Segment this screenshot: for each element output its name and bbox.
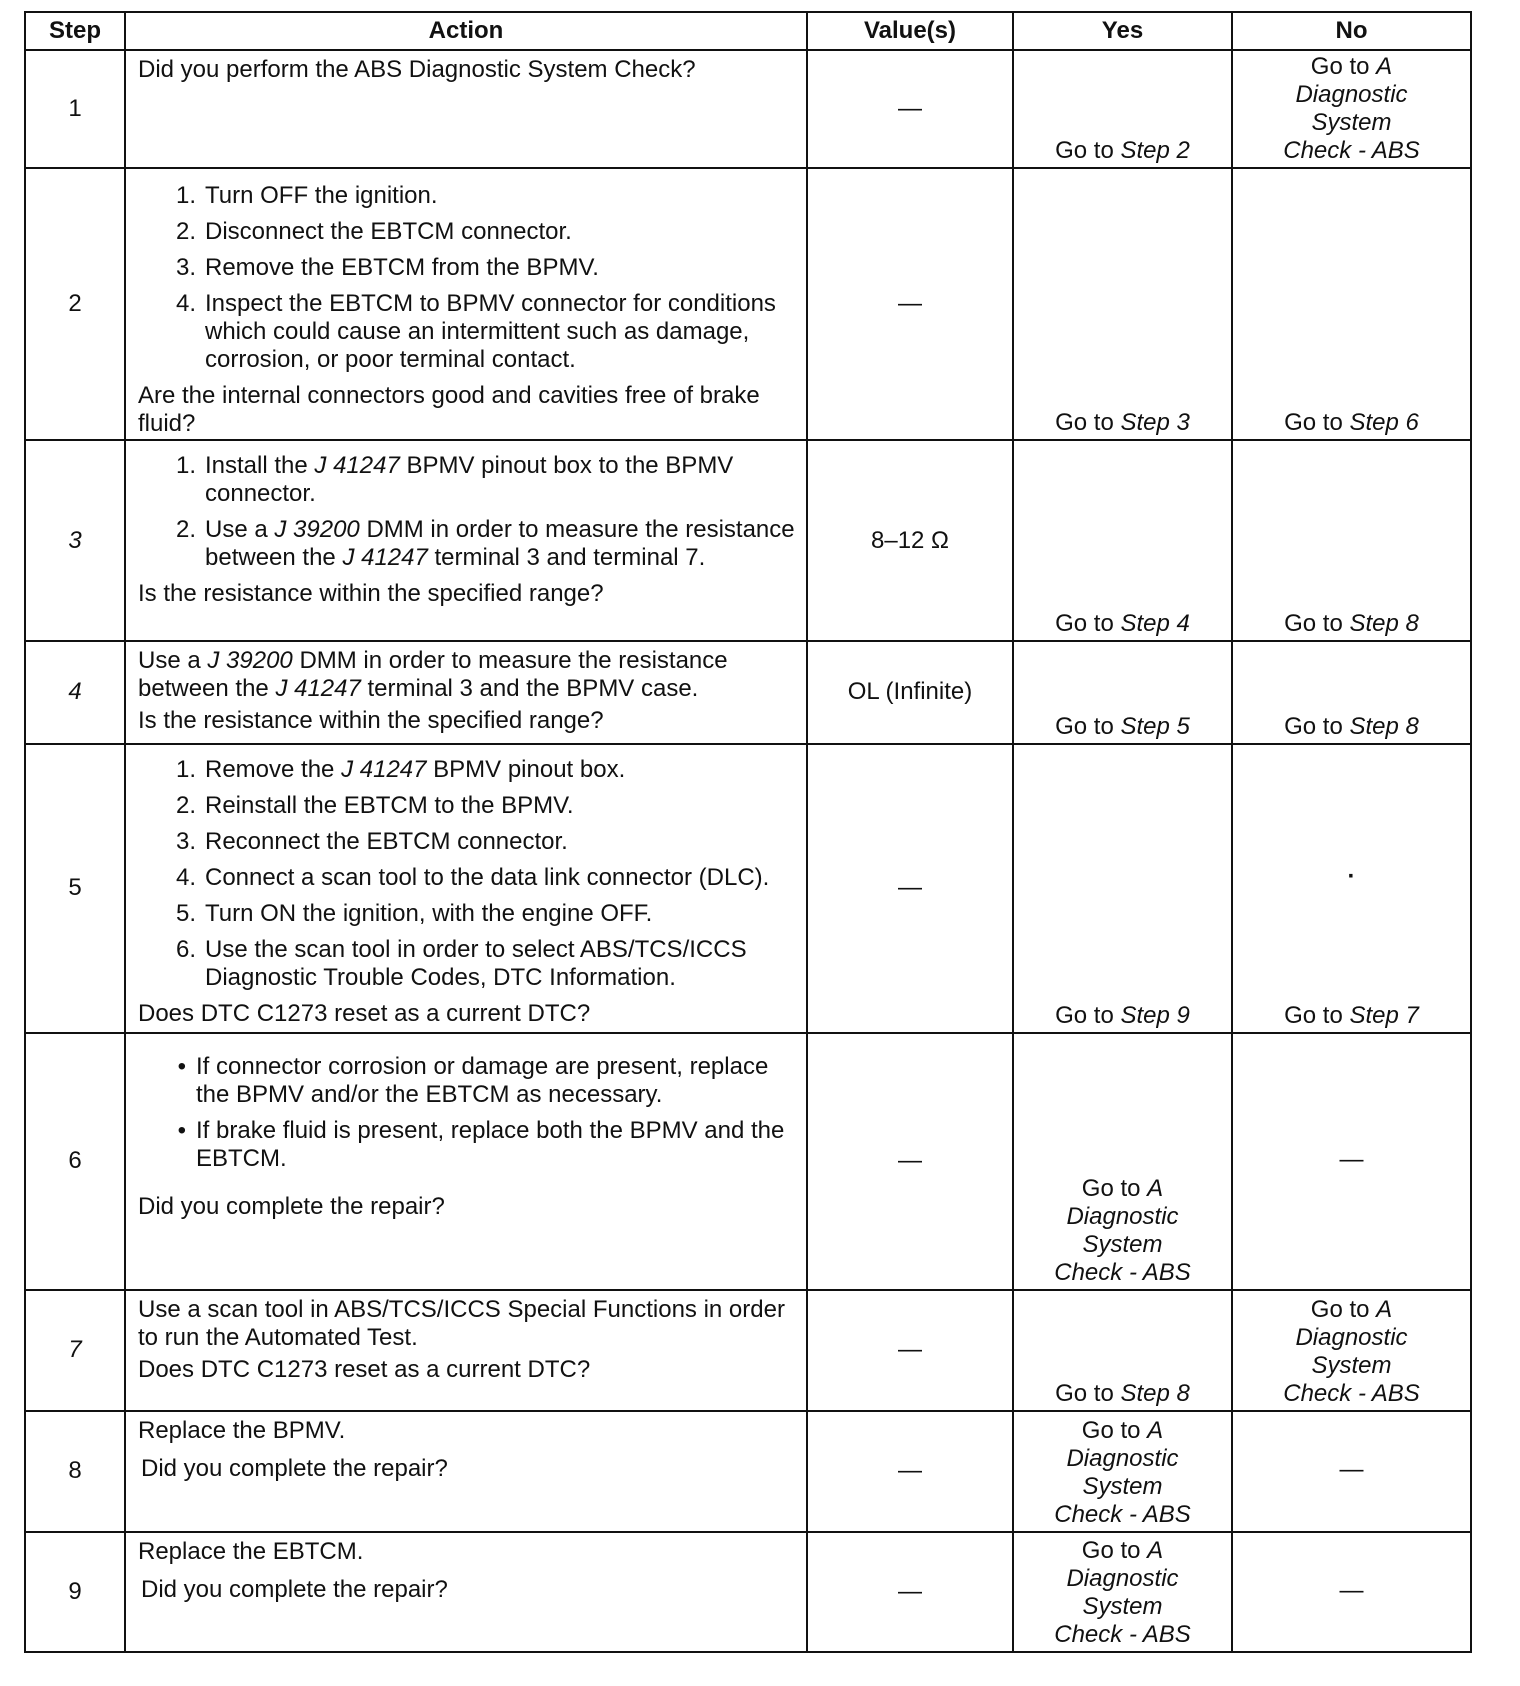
table-row xyxy=(25,50,1471,168)
step-number: 9 xyxy=(25,1532,125,1653)
list-item: 1. Remove the J 41247 BPMV pinout box. xyxy=(175,755,626,783)
action-question: Did you perform the ABS Diagnostic System Check? xyxy=(138,56,696,83)
yes-cell xyxy=(1013,50,1232,168)
tool-ref: J 41247 xyxy=(314,452,400,480)
table-row xyxy=(25,1532,1471,1653)
stray-mark: · xyxy=(1347,862,1356,890)
action-cell xyxy=(125,50,807,168)
action-text: Use a J 39200 DMM in order to measure the resistance between the J 41247 terminal 3 and the BPMV case. xyxy=(138,647,728,703)
step-ref: Step 8 xyxy=(1349,712,1419,740)
action-text: Replace the BPMV. xyxy=(138,1417,346,1445)
action-question: Is the resistance within the specified range? xyxy=(138,707,604,735)
diag-ref-a: A xyxy=(1147,1416,1164,1444)
header-values: Value(s) xyxy=(807,12,1013,50)
header-action: Action xyxy=(125,12,807,50)
yes-cell: Go to Step 9 xyxy=(1013,744,1232,1033)
table-row xyxy=(25,744,1471,1033)
action-cell xyxy=(125,1411,807,1531)
action-cell xyxy=(125,1033,807,1290)
header-no: No xyxy=(1232,12,1471,50)
value-cell: — xyxy=(807,1290,1013,1411)
diag-ref-a: A xyxy=(1376,1296,1393,1324)
step-number: 5 xyxy=(25,744,125,1033)
list-item: 4. Inspect the EBTCM to BPMV connector for conditions which could cause an intermittent such as damage, corrosion, or poor terminal contact. xyxy=(175,290,776,374)
yes-cell: Go to Step 8 xyxy=(1013,1290,1232,1411)
table-row xyxy=(25,168,1471,440)
header-yes: Yes xyxy=(1013,12,1232,50)
list-item: 4. Connect a scan tool to the data link connector (DLC). xyxy=(175,863,770,891)
action-text: Use a scan tool in ABS/TCS/ICCS Special Functions in order to run the Automated Test. xyxy=(138,1295,785,1351)
no-cell: — xyxy=(1232,1411,1471,1531)
table-row xyxy=(25,1033,1471,1290)
tool-ref: J 41247 xyxy=(341,755,427,783)
yes-cell: Go to Step 5 xyxy=(1013,641,1232,743)
yes-cell: Go to A Diagnostic System Check - ABS xyxy=(1013,1033,1232,1290)
list-item: 1. Install the J 41247 BPMV pinout box to the BPMV connector. xyxy=(175,452,734,508)
step-number: 3 xyxy=(25,440,125,641)
step-ref: Step 8 xyxy=(1120,1380,1190,1408)
no-cell: Go to A Diagnostic System Check - ABS xyxy=(1232,1290,1471,1411)
diag-ref-line: Diagnostic xyxy=(1295,81,1408,108)
value-cell: — xyxy=(807,1033,1013,1290)
action-cell xyxy=(125,641,807,743)
action-question: Did you complete the repair? xyxy=(141,1455,448,1483)
yes-cell: Go to Step 4 xyxy=(1013,440,1232,641)
step-ref: Step 4 xyxy=(1120,610,1190,638)
table-row xyxy=(25,440,1471,641)
no-cell: — xyxy=(1232,1033,1471,1290)
tool-ref: J 39200 xyxy=(274,516,360,544)
action-cell xyxy=(125,1532,807,1653)
step-ref: Step 7 xyxy=(1349,1001,1419,1029)
list-item: • If brake fluid is present, replace both the BPMV and the EBTCM. xyxy=(177,1116,785,1172)
step-number: 1 xyxy=(25,50,125,168)
step-ref: Step 3 xyxy=(1120,409,1190,437)
yes-cell: Go to A Diagnostic System Check - ABS xyxy=(1013,1411,1232,1531)
value-cell: — xyxy=(807,1411,1013,1531)
action-cell xyxy=(125,168,807,440)
list-item: 1. Turn OFF the ignition. xyxy=(175,182,438,210)
diagnostic-table xyxy=(24,11,1472,1653)
value-cell: — xyxy=(807,744,1013,1033)
diag-ref-line: Check - ABS xyxy=(1283,137,1420,164)
goto-text: Go to xyxy=(1055,137,1121,165)
header-step: Step xyxy=(25,12,125,50)
tool-ref: J 41247 xyxy=(275,675,361,703)
step-number: 8 xyxy=(25,1411,125,1531)
action-cell xyxy=(125,1290,807,1411)
no-cell: Go to Step 8 xyxy=(1232,440,1471,641)
list-item: 2. Reinstall the EBTCM to the BPMV. xyxy=(175,791,574,819)
step-number: 7 xyxy=(25,1290,125,1411)
step-number: 6 xyxy=(25,1033,125,1290)
list-item: 6. Use the scan tool in order to select ABS/TCS/ICCS Diagnostic Trouble Codes, DTC Information. xyxy=(175,935,747,991)
action-cell xyxy=(125,744,807,1033)
no-cell: Go to Step 6 xyxy=(1232,168,1471,440)
value-cell: 8–12 Ω xyxy=(807,440,1013,641)
list-item: 5. Turn ON the ignition, with the engine OFF. xyxy=(175,899,653,927)
action-question: Does DTC C1273 reset as a current DTC? xyxy=(138,999,591,1027)
list-item: 3. Reconnect the EBTCM connector. xyxy=(175,827,568,855)
diag-ref-a: A xyxy=(1147,1537,1164,1564)
list-item: 2. Disconnect the EBTCM connector. xyxy=(175,218,572,246)
yes-cell: Go to A Diagnostic System Check - ABS xyxy=(1013,1532,1232,1653)
diag-ref-a: A xyxy=(1376,53,1393,80)
step-number: 2 xyxy=(25,168,125,440)
list-item: 2. Use a J 39200 DMM in order to measure the resistance between the J 41247 terminal 3 and terminal 7. xyxy=(175,516,795,572)
step-ref: Step 9 xyxy=(1120,1001,1190,1029)
no-cell: Go to Step 8 xyxy=(1232,641,1471,743)
value-cell: — xyxy=(807,168,1013,440)
action-question: Did you complete the repair? xyxy=(141,1575,448,1603)
table-row xyxy=(25,1290,1471,1411)
action-question: Are the internal connectors good and cavities free of brake fluid? xyxy=(138,382,760,438)
no-cell: · Go to Step 7 xyxy=(1232,744,1471,1033)
step-ref: Step 2 xyxy=(1120,137,1190,165)
action-question: Is the resistance within the specified range? xyxy=(138,580,604,608)
diag-ref-line: System xyxy=(1311,109,1392,136)
action-cell xyxy=(125,440,807,641)
step-number: 4 xyxy=(25,641,125,743)
table-row xyxy=(25,641,1471,743)
list-item: 3. Remove the EBTCM from the BPMV. xyxy=(175,254,599,282)
no-cell: — xyxy=(1232,1532,1471,1653)
step-ref: Step 8 xyxy=(1349,610,1419,638)
step-ref: Step 5 xyxy=(1120,712,1190,740)
table-row xyxy=(25,1411,1471,1531)
header-row xyxy=(25,12,1471,50)
tool-ref: J 39200 xyxy=(207,647,293,675)
goto-text: Go to xyxy=(1310,53,1377,80)
value-cell: — xyxy=(807,1532,1013,1653)
action-question: Did you complete the repair? xyxy=(138,1192,445,1220)
tool-ref: J 41247 xyxy=(342,544,428,572)
step-ref: Step 6 xyxy=(1349,409,1419,437)
value-cell: — xyxy=(807,50,1013,168)
yes-cell: Go to Step 3 xyxy=(1013,168,1232,440)
value-cell: OL (Infinite) xyxy=(807,641,1013,743)
no-cell xyxy=(1232,50,1471,168)
list-item: • If connector corrosion or damage are present, replace the BPMV and/or the EBTCM as necessary. xyxy=(177,1052,769,1108)
diag-ref-a: A xyxy=(1147,1174,1164,1202)
action-text: Replace the EBTCM. xyxy=(138,1537,364,1565)
action-question: Does DTC C1273 reset as a current DTC? xyxy=(138,1355,591,1383)
